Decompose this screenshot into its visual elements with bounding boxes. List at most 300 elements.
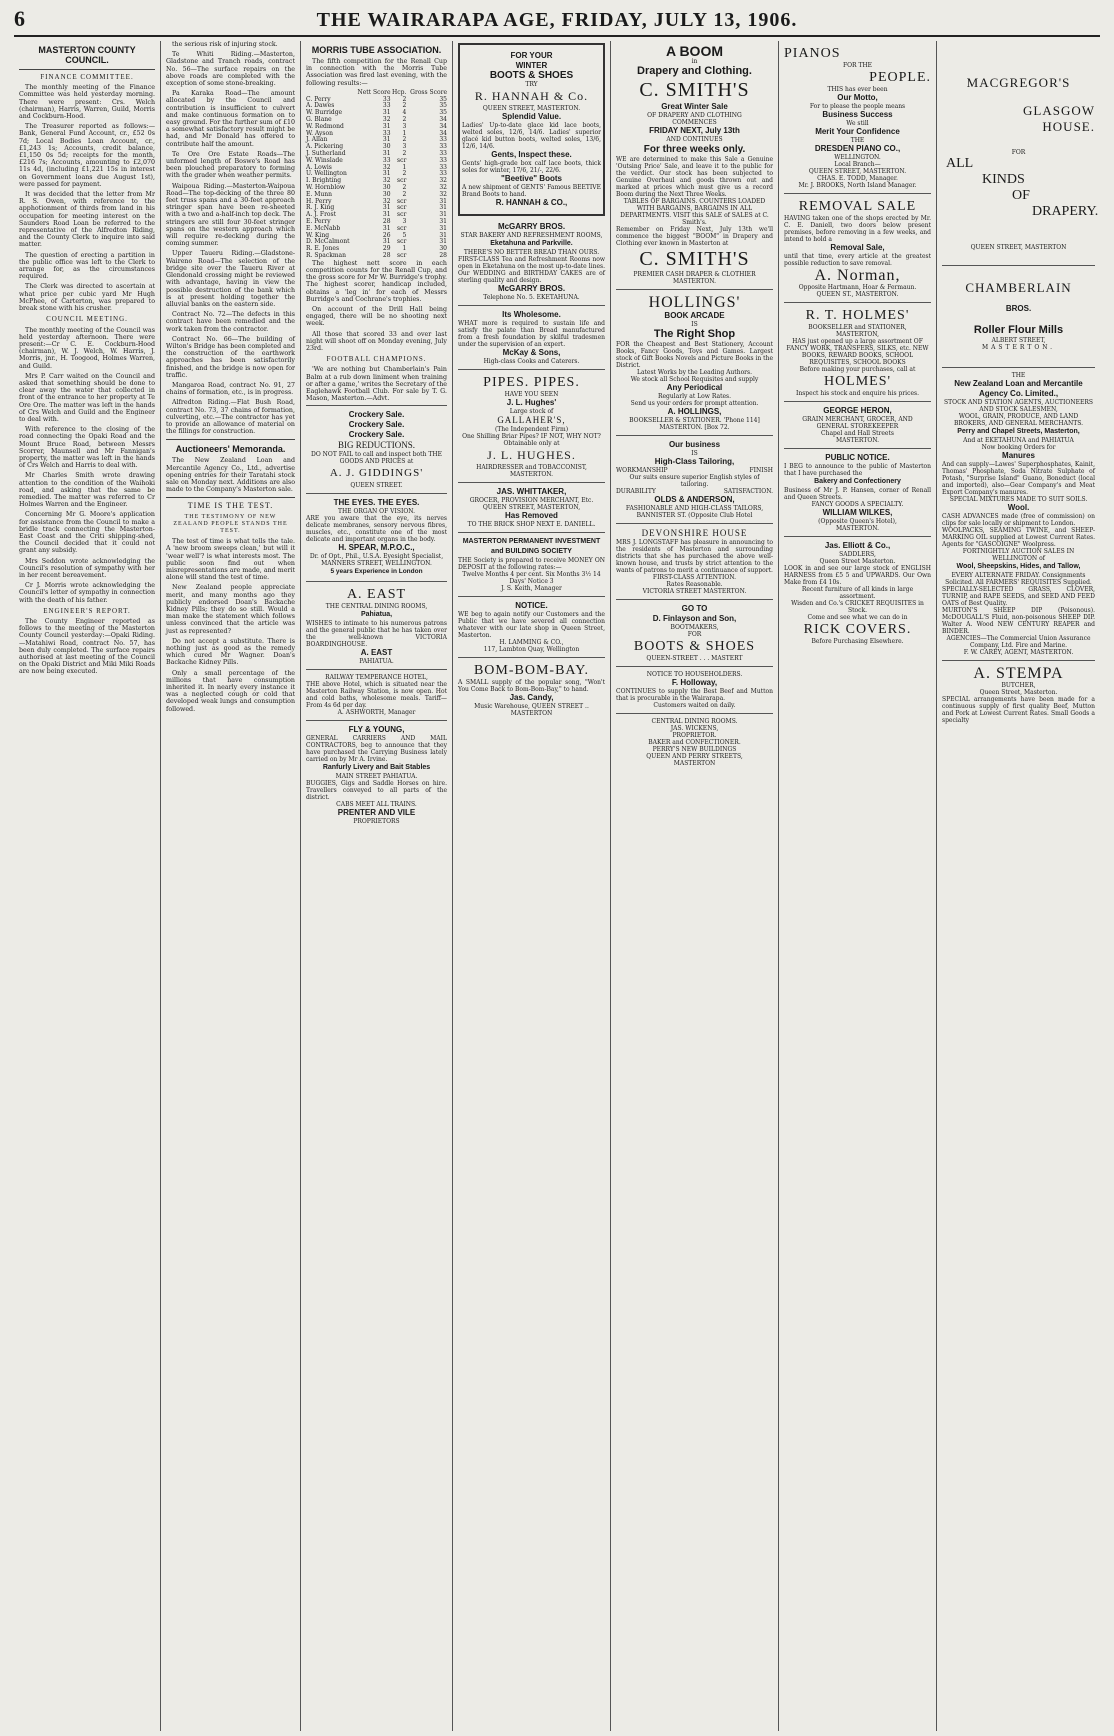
- ad-name: JAS. WICKENS,: [670, 725, 719, 732]
- ad-subtitle: BROS.: [1005, 304, 1032, 313]
- ad-title: HOLLINGS': [648, 294, 741, 311]
- ad-c-smith-sale: [616, 41, 773, 290]
- ad-address: BANNISTER ST. (Opposite Club Hotel: [636, 512, 753, 519]
- ad-title: A. EAST: [346, 587, 407, 603]
- table-cell: 33: [439, 170, 447, 178]
- table-cell: 29: [382, 245, 391, 253]
- ad-address: QUEEN AND PERRY STREETS,: [646, 753, 743, 760]
- ad-line: DRAPERY.: [1032, 204, 1099, 219]
- table-cell: 32: [382, 197, 391, 205]
- ad-line: AND CONTINUES: [666, 136, 723, 143]
- divider: [166, 497, 295, 498]
- table-cell: R. J. King: [306, 204, 335, 212]
- ad-text: THIS has ever been: [827, 86, 888, 93]
- ad-address: ALBERT STREET,: [991, 337, 1046, 344]
- ad-text: LOOK in and see our large stock of ENGLISH HARNESS from £5 5 and UPWARDS. Our Own Make from £4 10s.: [784, 565, 931, 586]
- ad-subtitle: High-Class Tailoring,: [654, 457, 735, 466]
- ad-name: PRENTER AND VILE: [337, 808, 416, 818]
- ad-line: PERRY'S NEW BUILDINGS: [652, 746, 737, 753]
- article-heading: MASTERTON COUNTY COUNCIL.: [38, 45, 136, 65]
- ad-name: HOLMES': [823, 374, 892, 389]
- ad-name: F. W. CAREY, AGENT, MASTERTON.: [963, 649, 1074, 656]
- ad-address: WELLINGTON.: [834, 154, 881, 161]
- column-5: [611, 41, 779, 1731]
- ad-name: F. Holloway,: [671, 678, 718, 687]
- ad-text: until that time, every article at the greatest possible reduction to save removal.: [784, 253, 931, 267]
- paragraph: Do not accept a substitute. There is nothing just as good as the remedy which cured Mr Wagner. Doan's Backache Kidney Pills.: [166, 637, 295, 667]
- paragraph: With reference to the closing of the road connecting the Opaki Road and the Mount Bruce Road, between Messrs Scorrer, Maunsell and Mr Fannigan's property, the matter was left in the hands of Crs Welch and Harris to deal with.: [19, 426, 155, 470]
- ad-macgregors: [942, 41, 1099, 266]
- table-cell: 1: [402, 129, 407, 137]
- paragraph: Te Whiti Riding.—Masterton, Gladstone and Tranch roads, contract No. 56—The surface repairs on the above roads are completed with the exception of some stone-breaking.: [166, 51, 295, 88]
- subheading: COUNCIL MEETING.: [46, 315, 128, 324]
- ad-title: BIG REDUCTIONS.: [337, 440, 415, 451]
- ad-address: PREMIER CASH DRAPER & CLOTHIER MASTERTON.: [633, 271, 756, 285]
- table-cell: 2: [402, 116, 407, 123]
- ad-title: CENTRAL DINING ROOMS.: [651, 718, 738, 725]
- ad-address: MASTERTON.: [835, 437, 880, 444]
- ad-title: PEOPLE.: [869, 70, 931, 85]
- table-cell: J. Sutherland: [306, 149, 346, 157]
- table-cell: 31: [382, 136, 391, 144]
- ad-text: A SMALL supply of the popular song, "Won't You Come Back to Bom-Bom-Bay," to hand.: [458, 679, 605, 693]
- table-cell: R. E. Jones: [306, 245, 340, 253]
- ad-title: MASTERTON PERMANENT INVESTMENT and BUILDING SOCIETY: [462, 538, 601, 555]
- ad-address: Opposite Hartmann, Hoar & Fermaun.: [798, 284, 917, 291]
- ad-text: THE Society is prepared to receive MONEY ON DEPOSIT at the following rates:—: [458, 557, 605, 571]
- column-1: [14, 41, 161, 1731]
- ad-railway-hotel: [306, 670, 447, 721]
- paragraph: The Clerk was directed to ascertain at what price per cubic yard Mr Hugh McPhee, of Carterton, was prepared to break stone with his crusher.: [19, 283, 155, 313]
- ad-text: Ladies' Up-to-date glace kid lace boots, welted soles, 12/6, 14/6. Ladies' superior glacé kid button boots, welted soles, 13/6, 12/6, 14/6.: [462, 122, 601, 150]
- ad-line: THE: [850, 137, 865, 144]
- table-cell: scr: [397, 177, 407, 185]
- ad-text: TO THE BRICK SHOP NEXT E. DANIELL.: [467, 521, 596, 528]
- ad-address: HAIRDRESSER and TOBACCONIST, MASTERTON.: [476, 464, 587, 478]
- ad-spear-eyes: [306, 494, 447, 582]
- ad-name: A. Norman,: [814, 267, 901, 284]
- ad-line: COMMENCES: [672, 119, 717, 126]
- table-cell: A. J. Frost: [306, 211, 337, 219]
- table-cell: 31: [439, 231, 447, 239]
- table-cell: U. Wellington: [306, 170, 347, 178]
- ad-line: Crockery Sale.: [348, 430, 405, 440]
- ad-line: Rates Reasonable.: [666, 581, 723, 588]
- ad-line: OF DRAPERY AND CLOTHING: [647, 112, 742, 119]
- table-cell: 31: [439, 211, 447, 219]
- table-cell: scr: [397, 156, 407, 164]
- table-cell: 32: [439, 190, 447, 198]
- ad-text: AGENCIES—The Commercial Union Assurance Company, Ltd. Fire and Marine.: [946, 635, 1091, 649]
- ad-address: Queen Street, Masterton.: [979, 689, 1058, 696]
- ad-subtitle: Roller Flour Mills: [973, 324, 1064, 336]
- ad-hughes-pipes: [458, 370, 605, 483]
- table-cell: 30: [439, 245, 447, 253]
- paragraph: The monthly meeting of the Council was held yesterday afternoon. There were present:—Cr C. E. Cockburn-Hood (chairman), W. J. Welch, W. Harris, J. Morris, jnr., H. Toogood, Holmes Warren, and Guild.: [19, 326, 155, 370]
- ad-subtitle: BOOKSELLER and STATIONER,: [808, 324, 907, 331]
- table-cell: E. McNabb: [306, 224, 341, 232]
- table-cell: 33: [439, 143, 447, 151]
- table-cell: 2: [402, 102, 407, 110]
- ad-text: 5 years Experience in London: [330, 568, 423, 576]
- ad-address: Music Warehouse, QUEEN STREET .. MASTERTON: [474, 703, 589, 717]
- table-cell: 31: [439, 197, 447, 205]
- ad-line: BAKER and CONFECTIONER.: [648, 739, 741, 746]
- table-cell: 30: [382, 143, 391, 151]
- column-3: [301, 41, 453, 1731]
- ad-name: D. Finlayson and Son,: [652, 614, 737, 623]
- article-heading: TIME IS THE TEST.: [187, 501, 274, 511]
- ad-text: Regularly at Low Rates.: [657, 393, 732, 400]
- ad-text: Mr. J. BROOKS, North Island Manager.: [798, 182, 917, 189]
- paragraph: Contract No. 72—The defects in this contract have been remedied and the work taken from the contractor.: [166, 311, 295, 333]
- ad-name: C. SMITH'S: [639, 248, 750, 270]
- column-7: [937, 41, 1100, 1731]
- table-cell: 4: [402, 109, 407, 117]
- ad-text: PROPRIETORS: [353, 818, 400, 826]
- ad-line: WINTER: [515, 61, 548, 70]
- ad-subtitle: Gents, Inspect these.: [491, 150, 572, 159]
- table-cell: 33: [382, 102, 391, 110]
- table-cell: 3: [402, 143, 407, 151]
- ad-subtitle: GROCER, PROVISION MERCHANT, Etc.: [469, 497, 594, 504]
- ad-address: QUEEN STREET, MASTERTON.: [808, 168, 907, 175]
- ad-text: Our suits ensure superior English styles of tailoring.: [629, 474, 760, 488]
- ad-subtitle: Splendid Value.: [501, 112, 562, 121]
- ad-holmes-books: [784, 303, 931, 402]
- table-cell: C. Perry: [306, 95, 331, 103]
- ad-line: FANCY GOODS A SPECIALTY.: [811, 501, 904, 508]
- ad-devonshire-house: [616, 524, 773, 600]
- ad-name: H. SPEAR, M.P.O.C.,: [338, 543, 415, 553]
- ad-address: QUEEN STREET, MASTERTON: [970, 244, 1067, 251]
- ad-subtitle: Wool, Sheepskins, Hides, and Tallow,: [956, 563, 1081, 570]
- ad-address: PAHIATUA.: [359, 658, 394, 666]
- ad-subtitle: Wool.: [1007, 503, 1030, 512]
- ad-olds-anderson: [616, 436, 773, 524]
- ad-text: Come and see what we can do in: [807, 614, 908, 621]
- paragraph: Mrs P. Carr waited on the Council and asked that something should be done to clear away the water that collected in front of the entrance to her property at Te Ore Ore. The matter was left in the hands of Crs Welch and Guild and the Engineer to deal with.: [19, 372, 155, 423]
- table-cell: 28: [439, 251, 447, 259]
- paragraph: The Treasurer reported as follows:—Bank, General Fund Account, cr., £52 0s 7d; Local Bodies Loan Account, cr., £1,243 1s; Accounts, credit balance, £1,150 0s 5d; receipts for the month, £216 7s; Accounts, amounting to £2,070 11s 4d, (including £1,221 15s in interest on Government loans due August 1st), were passed for payment.: [19, 123, 155, 188]
- paragraph: The monthly meeting of the Finance Committee was held yesterday morning. There were present: Crs. Welch (chairman), Harris, Warren, Guild, Morris and Cockburn-Hood.: [19, 84, 155, 121]
- ad-a-east: [306, 582, 447, 670]
- ad-title: PIPES. PIPES.: [483, 375, 580, 390]
- ad-subtitle: BUTCHER,: [1001, 682, 1036, 689]
- table-cell: 28: [382, 251, 391, 259]
- ad-address: Telephone No. 5. EKETAHUNA.: [483, 294, 580, 301]
- ad-text: Dr. of Opt., Phil., U.S.A. Eyesight Specialist, MANNERS STREET, WELLINGTON.: [309, 553, 444, 568]
- ad-title: JAS. WHITTAKER,: [496, 487, 567, 496]
- table-cell: 34: [439, 116, 447, 123]
- ad-subtitle: Manures: [1002, 451, 1035, 460]
- table-cell: scr: [397, 204, 407, 212]
- ad-name: R. HANNAH & CO.,: [495, 198, 568, 207]
- ad-text: Now booking Orders for: [981, 444, 1056, 451]
- masthead: [14, 6, 1100, 37]
- ad-line: in: [691, 58, 698, 65]
- ad-address: QUEEN STREET, MASTERTON.: [482, 105, 581, 112]
- paragraph: The test of time is what tells the tale. A 'new broom sweeps clean,' but will it 'wear well'? is what interests most. The public soon find out when misrepresentations are made, and merit alone will stand the test of time.: [166, 538, 295, 582]
- ad-address: QUEEN-STREET . . . MASTERT: [646, 655, 743, 662]
- table-cell: 31: [382, 149, 391, 157]
- table-cell: E. Munn: [306, 190, 332, 198]
- ad-line: IS: [691, 321, 698, 328]
- ad-line: GO TO: [681, 604, 708, 613]
- ad-crockery-sale: [306, 405, 447, 494]
- column-6: [779, 41, 937, 1731]
- ad-subtitle: THE ORGAN OF VISION.: [337, 508, 416, 516]
- ad-text: Before making your purchases, call at: [799, 366, 916, 373]
- table-cell: 2: [402, 190, 407, 198]
- ad-label: DURABILITY: [616, 488, 656, 495]
- ad-text: WHAT more is required to sustain life and satisfy the palate than Bread manufactured from a fresh foundation by skilful tradesmen under the supervision of an expert.: [458, 320, 605, 348]
- ad-subtitle: Perry and Chapel Streets, Masterton,: [957, 428, 1080, 435]
- ad-subtitle: "Beetive" Boots: [501, 174, 562, 183]
- table-cell: 5: [402, 231, 407, 239]
- ad-text: One Shilling Briar Pipes? IF NOT, WHY NOT? Obtainable only at: [462, 433, 601, 447]
- ad-address: (Opposite Queen's Hotel),: [818, 518, 897, 525]
- ad-title: McGARRY BROS.: [497, 222, 566, 231]
- ad-name: R. HANNAH & Co.: [474, 89, 589, 103]
- ad-text: WOOL, GRAIN, PRODUCE, AND LAND BROKERS, AND GENERAL MERCHANTS.: [953, 413, 1084, 427]
- ad-text: SPECIAL arrangements have been made for a continuous supply of first quality Beef, Mutton and Pork at Lowest Current Rates. Small Goods a specialty: [942, 696, 1095, 724]
- divider: [19, 69, 155, 70]
- table-cell: W. Winslade: [306, 156, 343, 164]
- table-cell: 3: [402, 122, 407, 130]
- paragraph: On account of the Drill Hall being engaged, there will be no shooting next week.: [306, 305, 447, 328]
- table-cell: 31: [382, 122, 391, 130]
- ad-text: GENERAL CARRIERS AND MAIL CONTRACTORS, beg to announce that they have purchased the Carrying Business lately carried on by Mr A. Irvine.: [306, 735, 447, 764]
- table-cell: W. King: [306, 231, 330, 239]
- paragraph: Te Ore Ore Estate Roads—The unformed length of Boswe's Road has been plouched preparatory to forming with the grader when weather permits.: [166, 150, 295, 180]
- paragraph: The highest nett score in each competition counts for the Renall Cup, and the gross score for Mr W. Burridge's trophy. The highest scorer, handicap included, obtains a 'leg in' for each of Messrs Burridge's and Cochrane's trophies.: [306, 259, 447, 303]
- table-row: [306, 131, 447, 138]
- table-cell: A. Lowis: [306, 163, 332, 171]
- table-cell: 35: [439, 102, 447, 110]
- table-cell: 33: [439, 149, 447, 157]
- ad-line: FOR YOUR: [510, 51, 553, 60]
- table-cell: 2: [402, 170, 407, 178]
- paragraph: Concerning Mr G. Moore's application for assistance from the Council to make a bridle track connecting the Masterton-East Coast and the Criti shipping-shed, the Council decided that it could not grant any subsidy.: [19, 511, 155, 555]
- ad-text: SPECIALLY-SELECTED GRASS, CLOVER, TURNIP, and RAPE SEEDS, and SEED AND FEED OATS of Best Quality.: [942, 586, 1095, 607]
- ad-subtitle: BOOK ARCADE: [664, 311, 725, 320]
- ad-name: McKay & Sons,: [502, 348, 561, 357]
- table-cell: scr: [397, 211, 407, 219]
- column-2: [161, 41, 301, 1731]
- table-cell: 31: [439, 238, 447, 246]
- ad-name: OLDS & ANDERSON,: [654, 495, 735, 504]
- ad-title: PIANOS: [784, 46, 841, 61]
- ad-whittaker: [458, 483, 605, 533]
- ad-subtitle: The Right Shop: [653, 328, 736, 340]
- subheading: FINANCE COMMITTEE.: [40, 73, 134, 81]
- table-cell: 33: [382, 156, 391, 164]
- ad-george-heron: [784, 402, 931, 449]
- ad-subtitle: Great Winter Sale: [661, 102, 728, 111]
- ad-text: STOCK AND STATION AGENTS, AUCTIONEERS AND STOCK SALESMEN,: [944, 399, 1093, 413]
- table-cell: G. Blane: [306, 116, 332, 123]
- ad-name: H. LAMMING & CO.,: [499, 639, 564, 646]
- ad-central-dining: [616, 714, 773, 771]
- ad-name: A. ASHWORTH, Manager: [337, 709, 416, 717]
- ad-title: PUBLIC NOTICE.: [825, 453, 890, 462]
- ad-text: DO NOT FAIL to call and inspect both THE GOODS AND PRICES at: [311, 451, 442, 466]
- ad-text: GRAIN MERCHANT, GROCER, AND: [802, 416, 913, 423]
- ad-text: THE above Hotel, which is situated near the Masterton Railway Station, is now open. Hot and cold baths, wholesome meals. Tariff—From 4s 6d per day.: [306, 681, 447, 710]
- ad-name: McGARRY BROS.: [497, 284, 566, 293]
- ad-address: MASTERTON.: [835, 525, 880, 532]
- table-cell: W. Ayson: [306, 129, 333, 137]
- paragraph: 'We are nothing but Chamberlain's Pain Balm at a rub down liniment when training or after a game,' writes the Secretary of the Eaglehawk Football Club. For sale by T. G. Mason, Masterton.—Advt.: [306, 366, 447, 403]
- table-header: Gross Score: [410, 88, 447, 96]
- ad-text: Gents' high-grade box calf lace boots, thick soles for winter, 17/6, 21/-, 22/6.: [462, 160, 601, 174]
- ad-holloway: [616, 667, 773, 714]
- ad-text: TABLES OF BARGAINS. COUNTERS LOADED WITH BARGAINS, BARGAINS IN ALL DEPARTMENTS. VISIT this SALE of SALES at C. Smith's.: [620, 198, 769, 226]
- columns: [14, 41, 1100, 1731]
- ad-name: A. HOLLINGS,: [667, 407, 722, 416]
- ad-name: C. SMITH'S: [639, 79, 750, 101]
- table-cell: 32: [439, 183, 447, 191]
- ad-text: We stock all School Requisites and supply: [630, 376, 759, 383]
- ad-text: A new shipment of GENTS' Famous BEETIVE Brand Boots to hand.: [462, 184, 601, 198]
- ad-text: Latest Works by the Leading Authors.: [636, 369, 753, 376]
- paragraph: Cr J. Morris wrote acknowledging the Council's letter of sympathy in connection with the death of his father.: [19, 582, 155, 604]
- table-cell: 35: [439, 95, 447, 103]
- ad-address: High-class Cooks and Caterers.: [483, 358, 580, 365]
- ad-subtitle: Ranfurly Livery and Bait Stables: [322, 764, 431, 772]
- table-cell: 28: [382, 217, 391, 225]
- ad-nz-loan-mercantile: [942, 368, 1095, 661]
- paragraph: Upper Taueru Riding.—Gladstone-Waireno Road—The selection of the bridge site over the Taueru River at Glendonald crossing might be reviewed with advantage, having in view the possible destruction of the bank which is at present holding together the alluvial banks on the eastern side.: [166, 250, 295, 308]
- table-cell: 30: [382, 183, 391, 191]
- ad-address: Queen Street Masterton.: [819, 558, 896, 565]
- ad-line: TRY: [525, 81, 538, 88]
- ad-line: THE: [1011, 372, 1026, 379]
- ad-subtitle: GALLAHER'S,: [497, 415, 566, 425]
- ad-elliott-saddlers: [784, 537, 931, 649]
- ad-mckay-sons: [458, 306, 605, 370]
- ad-title: MACGREGOR'S: [966, 75, 1071, 90]
- ad-subtitle: THE CENTRAL DINING ROOMS,: [325, 603, 428, 611]
- ad-title: REMOVAL SALE: [798, 199, 917, 214]
- ad-text: FORTNIGHTLY AUCTION SALES IN WELLINGTON of: [962, 548, 1075, 562]
- ad-name: J. S. Keith, Manager: [501, 585, 562, 592]
- table-cell: scr: [397, 251, 407, 259]
- ad-text: Remember on Friday Next, July 13th we'll commence the biggest "BOOM" in Drapery and Clothing ever known in Masterton at: [616, 226, 773, 247]
- ad-line: MASTERTON,: [835, 331, 880, 338]
- ad-title: CHAMBERLAIN: [965, 280, 1072, 295]
- ad-line: (The Independent Firm): [494, 426, 569, 433]
- table-header: Nett Score: [357, 88, 391, 96]
- ad-title: R. T. HOLMES': [805, 308, 910, 323]
- ad-fly-young: [306, 721, 447, 829]
- ad-text: CHAS. E. TODD, Manager.: [817, 175, 898, 182]
- ad-subtitle: SADDLERS,: [839, 551, 876, 558]
- ad-name: DRESDEN PIANO CO.,: [814, 144, 901, 153]
- ad-text: Customers waited on daily.: [653, 702, 736, 709]
- ad-text: CONTINUES to supply the Best Beef and Mutton that is procurable in the Wairarapa.: [616, 688, 773, 702]
- ad-text: WE are determined to make this Sale a Genuine 'Outsing Price' Sale, and leave it to the public for the verdict. Our stock has been subjected to Genuine Overhaul and goods thrown out and marked at prices which must give us a record Boom during the Next Three Weeks.: [616, 156, 773, 198]
- ad-date: For three weeks only.: [643, 144, 746, 155]
- ad-line: BOOTMAKERS,: [670, 624, 719, 631]
- ad-text: And can supply—Lawes' Superphosphates, Kainit, Thomas' Phosphate, Soda Nitrate Sulphate of Potash, "Surprise Island" Guano, Boneduct (local and imported), also—Gear Company's and Meat Export Company's manures.: [942, 461, 1095, 496]
- table-cell: 31: [382, 238, 391, 246]
- ad-text: FOR the Cheapest and Best Stationery, Account Books, Fancy Goods, Toys and Games. Largest stock of Gift Books Novels and Picture Books in the District.: [616, 341, 773, 369]
- table-cell: I. Brighting: [306, 177, 342, 185]
- table-cell: D. McCalmont: [306, 238, 350, 246]
- paragraph: Mr Charles Smith wrote drawing attention to the condition of the Waihoki road, and asking that the same be remedied. The matter was referred to Cr Holmes Warren and the Engineer.: [19, 472, 155, 509]
- ad-wilkes-notice: [784, 449, 931, 537]
- table-cell: 31: [439, 204, 447, 212]
- table-cell: 2: [402, 136, 407, 144]
- ad-date: FRIDAY NEXT, July 13th: [649, 126, 740, 135]
- ad-label: FINISH: [749, 467, 773, 474]
- table-cell: 31: [382, 109, 391, 117]
- table-cell: 34: [439, 129, 447, 137]
- ad-subtitle: Business Success: [822, 110, 893, 119]
- ad-address: Local Branch—: [834, 161, 881, 168]
- ad-subtitle: Pahiatua,: [360, 611, 393, 619]
- ad-subtitle: Our Motto,: [837, 93, 878, 102]
- table-cell: 34: [439, 122, 447, 130]
- ad-text: Inspect his stock and enquire his prices.: [795, 390, 919, 397]
- table-cell: W. Hornblow: [306, 183, 346, 191]
- page-number: 6: [14, 6, 25, 31]
- ad-address: VICTORIA STREET MASTERTON.: [642, 588, 747, 595]
- divider: [166, 439, 295, 440]
- paragraph: Contract No. 66—The building of Wilton's Bridge has been completed and the construction of the earthwork approaches has been satisfactorily finished, and the bridge is now open for traffic.: [166, 335, 295, 379]
- ad-line: FOR: [1011, 149, 1026, 156]
- ad-name: A. J. GIDDINGS': [329, 467, 424, 480]
- paragraph: The fifth competition for the Renall Cup in connection with the Morris Tube Association was fired last evening, with the following results:—: [306, 58, 447, 87]
- ad-address: QUEEN STREET.: [350, 482, 403, 490]
- ad-title: THE EYES. THE EYES.: [333, 498, 420, 508]
- ad-text: I BEG to announce to the public of Masterton that I have purchased the: [784, 463, 931, 477]
- ad-text: BUGGIES, Gigs and Saddle Horses on hire. Travellers conveyed to all parts of the district.: [306, 780, 447, 802]
- ad-line: FOR THE: [842, 62, 873, 69]
- ad-stempa-butcher: [942, 661, 1095, 728]
- table-cell: 31: [382, 224, 391, 232]
- ad-subtitle: STAR BAKERY AND REFRESHMENT ROOMS,: [460, 232, 603, 239]
- ad-title: BOOTS & SHOES: [633, 639, 756, 654]
- table-header: Hcp.: [391, 88, 407, 96]
- ad-title: BOM-BOM-BAY.: [473, 663, 590, 678]
- ad-text: And at EKETAHUNA and PAHIATUA: [963, 437, 1074, 444]
- ad-norman-removal: [784, 194, 931, 303]
- ad-text: CASH ADVANCES made (free of commission) on clips for sale locally or shipment to London.: [942, 513, 1095, 527]
- ad-text: Twelve Months 4 per cent. Six Months 3½ 14 Days' Notice 3: [462, 571, 601, 585]
- article-heading: MORRIS TUBE ASSOCIATION.: [311, 45, 442, 55]
- table-cell: A. Dawes: [306, 102, 335, 110]
- ad-address: Chapel and Hall Streets: [821, 430, 894, 437]
- table-cell: W. Redmond: [306, 122, 344, 130]
- ad-line: Crockery Sale.: [348, 410, 405, 420]
- ad-text: MURTON'S SHEEP DIP (Poisonous). McDOUGALL'S Fluid, non-poisonous SHEEP DIP. Walter A. Wood NEW CENTURY REAPER and BINDER.: [942, 607, 1095, 635]
- table-cell: R. Spackman: [306, 251, 346, 259]
- ad-subtitle: RICK COVERS.: [803, 622, 912, 637]
- ad-title: FLY & YOUNG,: [348, 725, 405, 735]
- ad-text: HAS just opened up a large assortment OF: [792, 338, 923, 345]
- table-cell: 31: [382, 170, 391, 178]
- ad-hollings-arcade: [616, 290, 773, 436]
- table-cell: 2: [402, 149, 407, 157]
- table-cell: 35: [439, 109, 447, 117]
- ad-subtitle: Bakery and Confectionery: [814, 478, 901, 485]
- table-cell: 2: [402, 95, 407, 103]
- table-cell: H. Perry: [306, 197, 332, 205]
- ad-subtitle: Merit Your Confidence: [815, 127, 900, 136]
